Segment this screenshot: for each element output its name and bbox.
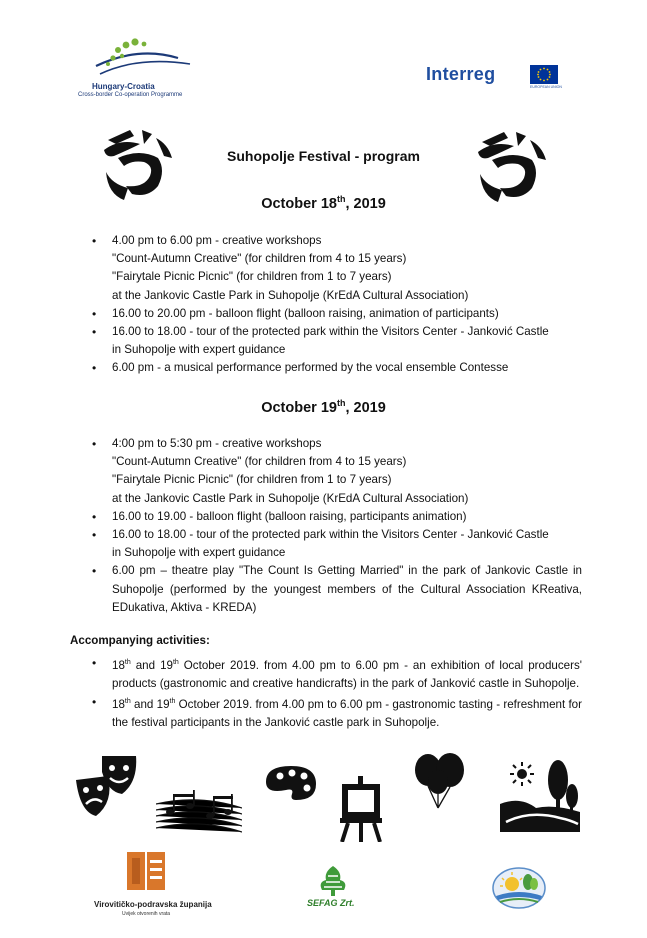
- list-item-day: 19: [156, 698, 170, 712]
- county-subtitle: Uvijek otvorenih vrata: [122, 911, 171, 917]
- page-title: Suhopolje Festival - program: [227, 148, 420, 164]
- list-item: [92, 693, 582, 732]
- list-item-line: "Fairytale Picnic Picnic" (for children from 1 to 7 years): [112, 270, 392, 284]
- day2-date-main: October 19: [261, 399, 337, 416]
- list-item-day-sup: th: [172, 659, 179, 666]
- day2-program-list: [92, 435, 582, 617]
- list-item: [92, 562, 582, 617]
- list-item-day: 19: [160, 658, 173, 672]
- eu-caption: EUROPEAN UNION: [530, 85, 562, 89]
- hc-logo-subtitle: Cross-border Co-operation Programme: [78, 92, 183, 98]
- day1-date: [0, 194, 647, 212]
- list-item-line: • 6.00 pm - a musical performance performed by the vocal ensemble Contesse: [112, 361, 509, 375]
- music-notes-icon: [156, 790, 242, 834]
- balloons-icon: [412, 752, 470, 810]
- list-item-line: • 4.00 pm to 6.00 pm - creative workshops: [112, 234, 322, 247]
- day2-date-year: , 2019: [345, 399, 386, 416]
- list-item-day: 18: [112, 658, 125, 672]
- list-item: [92, 654, 582, 693]
- list-item-line: at the Jankovic Castle Park in Suhopolje (KrEdA Cultural Association): [112, 288, 469, 302]
- hungary-croatia-swoosh-icon: [78, 38, 203, 82]
- list-item-line: "Count-Autumn Creative" (for children from 4 to 15 years): [112, 252, 407, 266]
- list-item: [92, 359, 582, 377]
- list-item-text: 6.00 pm – theatre play "The Count Is Getting Married" in the park of Jankovic Castle in Suhopolje (performed by the youngest members of the Cultural Association KReativa, EDukativa, Aktiva - KREDA): [112, 564, 582, 614]
- day1-date-sup: th: [336, 194, 346, 204]
- list-item-line: in Suhopolje with expert guidance: [112, 546, 286, 560]
- accompanying-list: [92, 654, 582, 733]
- list-item: [92, 323, 582, 359]
- sefag-tree-logo-icon: [314, 866, 352, 896]
- list-item-line: • 16.00 to 18.00 - tour of the protected park within the Visitors Center - Janković Castle: [112, 528, 549, 542]
- day1-date-main: October 18: [261, 195, 337, 212]
- accompanying-heading: Accompanying activities:: [70, 634, 210, 647]
- list-item-day-sup: th: [124, 659, 131, 666]
- day2-date: [0, 398, 647, 416]
- palette-icon: [264, 764, 318, 804]
- hc-logo-name: Hungary-Croatia: [92, 82, 155, 91]
- list-item: [92, 435, 582, 508]
- list-item: [92, 305, 582, 323]
- list-item-text: October 2019. from 4.00 pm to 6.00 pm - gastronomic tasting - refreshment for the festival participants in the Janković castle park in Suhopolje.: [112, 698, 582, 730]
- hungary-croatia-logo: [78, 38, 203, 102]
- day1-date-year: , 2019: [345, 195, 386, 212]
- interreg-wordmark: Interreg: [426, 64, 496, 84]
- list-item-line: • 16.00 to 19.00 - balloon flight (balloon raising, participants animation): [112, 509, 467, 523]
- festival-mark-left-icon: [100, 128, 174, 204]
- day1-program-list: [92, 232, 582, 378]
- list-item-line: • 16.00 to 18.00 - tour of the protected park within the Visitors Center - Janković Castle: [112, 325, 549, 339]
- list-item-day-sup: th: [169, 698, 176, 706]
- list-item-line: • 4:00 pm to 5:30 pm - creative workshops: [112, 437, 322, 450]
- interreg-logo: [426, 64, 566, 90]
- county-coat-of-arms-icon: [127, 852, 165, 890]
- list-item-line: at the Jankovic Castle Park in Suhopolje (KrEdA Cultural Association): [112, 491, 469, 505]
- list-item-day: 18: [112, 698, 125, 712]
- list-item: [92, 508, 582, 526]
- list-item-line: • 16.00 to 20.00 pm - balloon flight (balloon raising, animation of participants): [112, 306, 499, 320]
- list-item-line: "Fairytale Picnic Picnic" (for children from 1 to 7 years): [112, 473, 392, 487]
- eu-flag-icon: [530, 65, 558, 84]
- list-item: [92, 526, 582, 562]
- list-item-and: and: [130, 658, 161, 672]
- list-item: [92, 232, 582, 305]
- sefag-wordmark: SEFAG Zrt.: [307, 898, 355, 908]
- list-item-and: and: [130, 698, 157, 712]
- list-item-day-sup: th: [124, 698, 131, 706]
- county-name: Virovitičko-podravska županija: [94, 900, 212, 909]
- list-item-line: "Count-Autumn Creative" (for children from 4 to 15 years): [112, 455, 407, 469]
- list-item-line: in Suhopolje with expert guidance: [112, 343, 286, 357]
- easel-icon: [338, 776, 384, 842]
- municipality-logo-icon: [492, 866, 546, 910]
- list-item-text: October 2019. from 4.00 pm to 6.00 pm - an exhibition of local producers' products (gastronomic and creative handicrafts) in the park of Janković castle in Suhopolje.: [112, 658, 582, 691]
- landscape-icon: [500, 760, 580, 832]
- day2-date-sup: th: [336, 398, 346, 408]
- theatre-masks-icon: [74, 752, 140, 818]
